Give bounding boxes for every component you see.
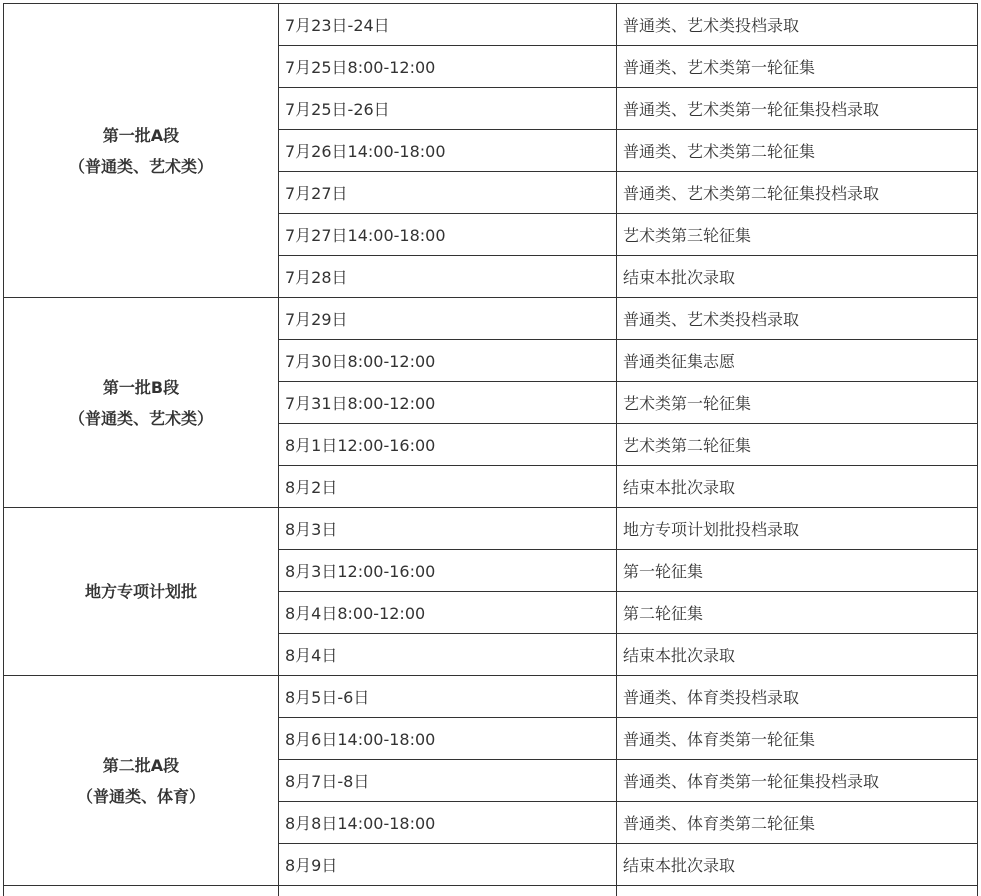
batch-rows (279, 4, 978, 297)
table-row (279, 256, 978, 297)
task-cell: 普通类征集志愿 (617, 340, 978, 381)
batch-title: 第一批B段 (102, 377, 180, 397)
table-row (279, 130, 978, 172)
task-cell: 第一轮征集 (617, 550, 978, 591)
task-cell: 结束本批次录取 (617, 256, 978, 297)
task-cell: 普通类、艺术类第二轮征集 (617, 130, 978, 171)
batch-subtitle: （普通类、体育） (76, 786, 205, 806)
task-cell: 普通类、艺术类第二轮征集投档录取 (617, 172, 978, 213)
table-row (279, 466, 978, 507)
date-cell: 8月1日12:00-16:00 (279, 424, 617, 465)
date-cell: 8月4日 (279, 634, 617, 675)
admission-schedule-table (3, 3, 978, 896)
table-row (279, 4, 978, 46)
table-row (279, 676, 978, 718)
table-row (279, 802, 978, 844)
table-row (279, 424, 978, 466)
date-cell: 8月7日-8日 (279, 760, 617, 801)
batch-title: 地方专项计划批 (84, 582, 197, 601)
task-cell: 普通类、艺术类第一轮征集投档录取 (617, 88, 978, 129)
batch-name-cell (4, 508, 279, 675)
table-row (279, 718, 978, 760)
table-row (279, 298, 978, 340)
date-cell: 8月8日14:00-18:00 (279, 802, 617, 843)
table-row (279, 844, 978, 885)
batch-group (4, 4, 978, 298)
date-cell: 8月5日-6日 (279, 676, 617, 717)
task-cell: 普通类、体育类第一轮征集 (617, 718, 978, 759)
table-row (279, 382, 978, 424)
batch-group (4, 508, 978, 676)
date-cell: 7月25日8:00-12:00 (279, 46, 617, 87)
date-cell: 8月9日 (279, 844, 617, 885)
batch-rows (279, 508, 978, 675)
date-cell: 7月23日-24日 (279, 4, 617, 45)
table-row (279, 550, 978, 592)
date-cell: 7月27日 (279, 172, 617, 213)
batch-group (4, 676, 978, 886)
date-cell: 7月31日8:00-12:00 (279, 382, 617, 423)
task-cell: 结束本批次录取 (617, 844, 978, 885)
date-cell: 7月26日14:00-18:00 (279, 130, 617, 171)
date-cell: 8月4日8:00-12:00 (279, 592, 617, 633)
batch-name-cell (4, 298, 279, 507)
batch-subtitle: （普通类、艺术类） (68, 408, 213, 428)
batch-subtitle: （普通类、艺术类） (68, 156, 213, 176)
task-cell: 普通类、艺术类第一轮征集 (617, 46, 978, 87)
date-cell: 8月2日 (279, 466, 617, 507)
batch-group (4, 298, 978, 508)
task-cell: 地方专项计划批投档录取 (617, 508, 978, 549)
task-cell: 普通类、艺术类投档录取 (617, 298, 978, 339)
table-row (279, 634, 978, 675)
batch-rows (279, 676, 978, 885)
task-cell: 普通类、体育类第一轮征集投档录取 (617, 760, 978, 801)
table-row (279, 172, 978, 214)
date-cell: 7月25日-26日 (279, 88, 617, 129)
task-cell: 艺术类第三轮征集 (617, 214, 978, 255)
task-cell: 艺术类第二轮征集 (617, 424, 978, 465)
date-cell: 8月6日14:00-18:00 (279, 718, 617, 759)
task-cell: 普通类、体育类第二轮征集 (617, 802, 978, 843)
date-cell: 8月3日12:00-16:00 (279, 550, 617, 591)
date-cell: 7月30日8:00-12:00 (279, 340, 617, 381)
batch-title: 第一批A段 (102, 125, 180, 145)
batch-name-cell (4, 676, 279, 885)
batch-title: 第二批A段 (102, 755, 180, 775)
next-row-partial (4, 886, 978, 896)
task-cell: 普通类、体育类投档录取 (617, 676, 978, 717)
date-cell: 7月27日14:00-18:00 (279, 214, 617, 255)
task-cell: 第二轮征集 (617, 592, 978, 633)
task-cell: 普通类、艺术类投档录取 (617, 4, 978, 45)
task-cell: 艺术类第一轮征集 (617, 382, 978, 423)
task-cell: 结束本批次录取 (617, 466, 978, 507)
table-row (279, 46, 978, 88)
date-cell: 8月3日 (279, 508, 617, 549)
table-row (279, 508, 978, 550)
batch-name-cell (4, 4, 279, 297)
table-row (279, 214, 978, 256)
table-row (279, 88, 978, 130)
date-cell: 7月28日 (279, 256, 617, 297)
batch-rows (279, 298, 978, 507)
date-cell: 7月29日 (279, 298, 617, 339)
table-row (279, 592, 978, 634)
table-row (279, 760, 978, 802)
task-cell: 结束本批次录取 (617, 634, 978, 675)
table-row (279, 340, 978, 382)
